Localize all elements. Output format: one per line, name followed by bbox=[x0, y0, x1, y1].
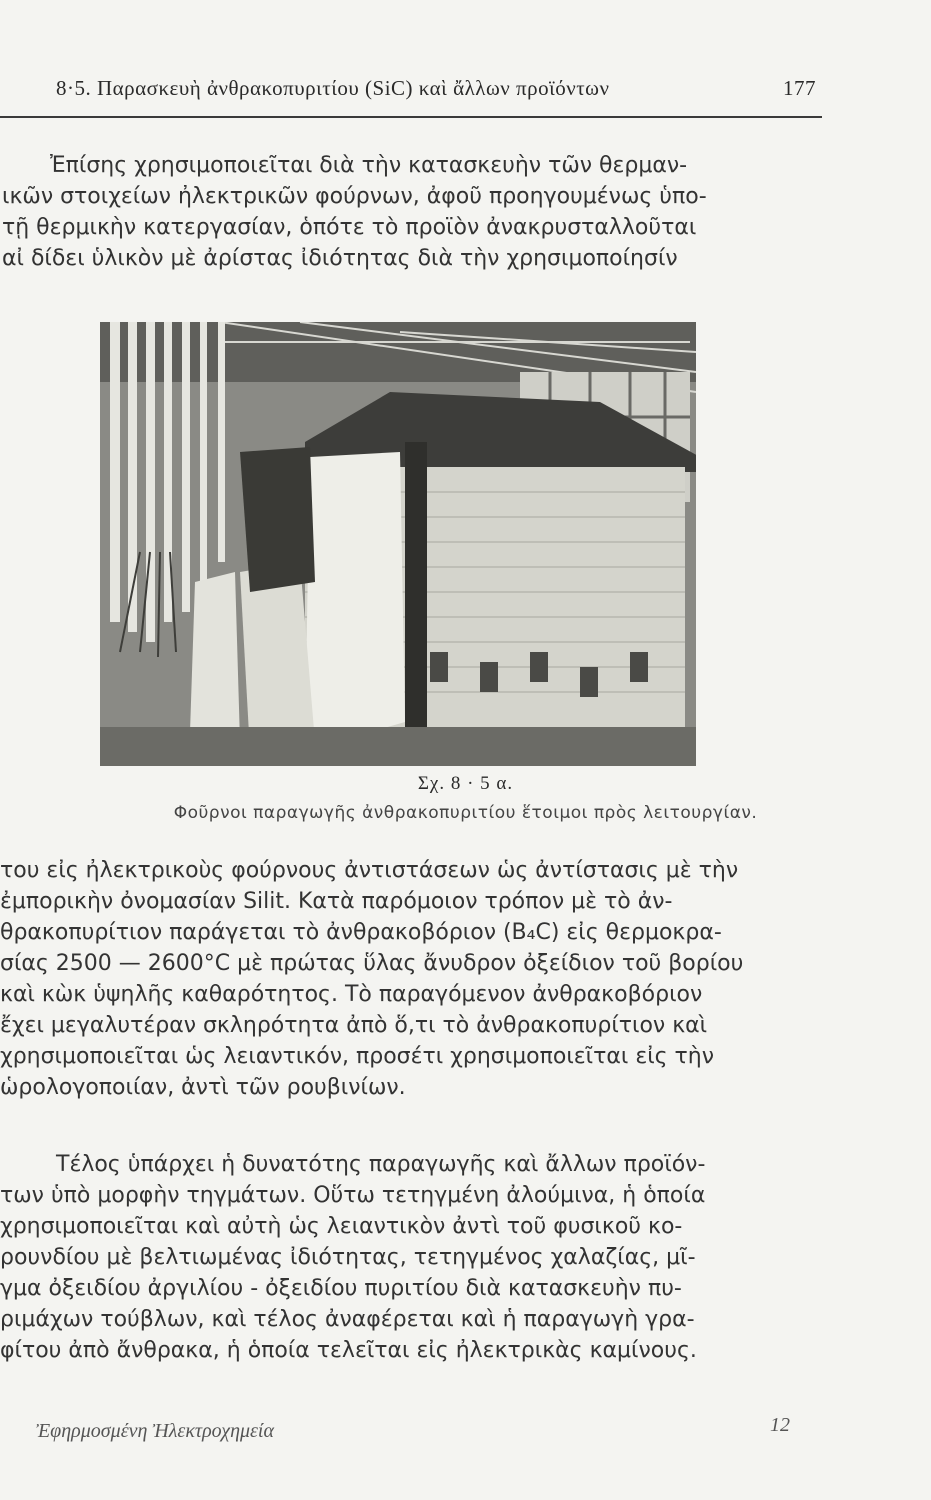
text-line: φίτου ἀπὸ ἄνθρακα, ἡ ὁποία τελεῖται εἰς ἠλεκτρικὰς καμίνους. bbox=[0, 1338, 697, 1363]
text-line: ὡρολογοποιίαν, ἀντὶ τῶν ρουβινίων. bbox=[0, 1075, 406, 1100]
section-title: 8·5. Παρασκευὴ ἀνθρακοπυριτίου (SiC) καὶ ἄλλων προϊόντων bbox=[56, 76, 610, 100]
figure-label: Σχ. 8 · 5 α. bbox=[417, 773, 514, 794]
text-line: των ὑπὸ μορφὴν τηγμάτων. Οὕτω τετηγμένη ἀλούμινα, ἡ ὁποία bbox=[0, 1183, 706, 1208]
text-line: χρησιμοποιεῖται ὡς λειαντικόν, προσέτι χρησιμοποιεῖται εἰς τὴν bbox=[0, 1044, 715, 1069]
text-line: Ἐπίσης χρησιμοποιεῖται διὰ τὴν κατασκευὴν τῶν θερμαν- bbox=[50, 153, 688, 178]
text-line: χρησιμοποιεῖται καὶ αὐτὴ ὡς λειαντικὸν ἀντὶ τοῦ φυσικοῦ κο- bbox=[0, 1214, 683, 1239]
text-line: ριμάχων τούβλων, καὶ τέλος ἀναφέρεται καὶ ἡ παραγωγὴ γρα- bbox=[0, 1307, 695, 1332]
text-line: ἔχει μεγαλυτέραν σκληρότητα ἀπὸ ὅ,τι τὸ ἀνθρακοπυρίτιον καὶ bbox=[0, 1013, 708, 1038]
running-head bbox=[56, 76, 816, 106]
text-line: τῇ θερμικὴν κατεργασίαν, ὁπότε τὸ προϊὸν ἀνακρυσταλλοῦται bbox=[2, 215, 697, 240]
text-line: θρακοπυρίτιον παράγεται τὸ ἀνθρακοβόριον (B₄C) εἰς θερμοκρα- bbox=[0, 920, 722, 945]
text-line: σίας 2500 — 2600°C μὲ πρώτας ὕλας ἄνυδρον ὀξείδιον τοῦ βορίου bbox=[0, 951, 744, 976]
text-line: ικῶν στοιχείων ἠλεκτρικῶν φούρνων, ἀφοῦ προηγουμένως ὑπο- bbox=[2, 184, 707, 209]
page-number: 177 bbox=[783, 76, 816, 100]
text-line: αἰ δίδει ὑλικὸν μὲ ἀρίστας ἰδιότητας διὰ τὴν χρησιμοποίησίν bbox=[2, 246, 678, 271]
footer-signature-mark: 12 bbox=[770, 1414, 790, 1436]
photo-illustration bbox=[100, 322, 696, 766]
paragraph-3 bbox=[0, 1149, 824, 1366]
text-line: καὶ κὼκ ὑψηλῆς καθαρότητος. Τὸ παραγόμενον ἀνθρακοβόριον bbox=[0, 982, 703, 1007]
paragraph-2 bbox=[0, 855, 824, 1103]
text-line: ρουνδίου μὲ βελτιωμένας ἰδιότητας, τετηγμένος χαλαζίας, μῖ- bbox=[0, 1245, 696, 1270]
header-rule bbox=[0, 116, 822, 118]
text-line: γμα ὀξειδίου ἀργιλίου - ὀξειδίου πυριτίου διὰ κατασκευὴν πυ- bbox=[0, 1276, 682, 1301]
figure-caption: Φοῦρνοι παραγωγῆς ἀνθρακοπυριτίου ἕτοιμοι πρὸς λειτουργίαν. bbox=[173, 803, 758, 823]
footer-book-title: Ἐφηρμοσμένη Ἠλεκτροχημεία bbox=[36, 1420, 274, 1442]
furnace-photograph bbox=[100, 322, 696, 766]
paragraph-1 bbox=[0, 150, 824, 274]
text-line: του εἰς ἠλεκτρικοὺς φούρνους ἀντιστάσεων ὡς ἀντίστασις μὲ τὴν bbox=[0, 858, 739, 883]
text-line: Τέλος ὑπάρχει ἡ δυνατότης παραγωγῆς καὶ ἄλλων προϊόν- bbox=[56, 1152, 706, 1177]
text-line: ἐμπορικὴν ὀνομασίαν Silit. Κατὰ παρόμοιον τρόπον μὲ τὸ ἀν- bbox=[0, 889, 673, 914]
